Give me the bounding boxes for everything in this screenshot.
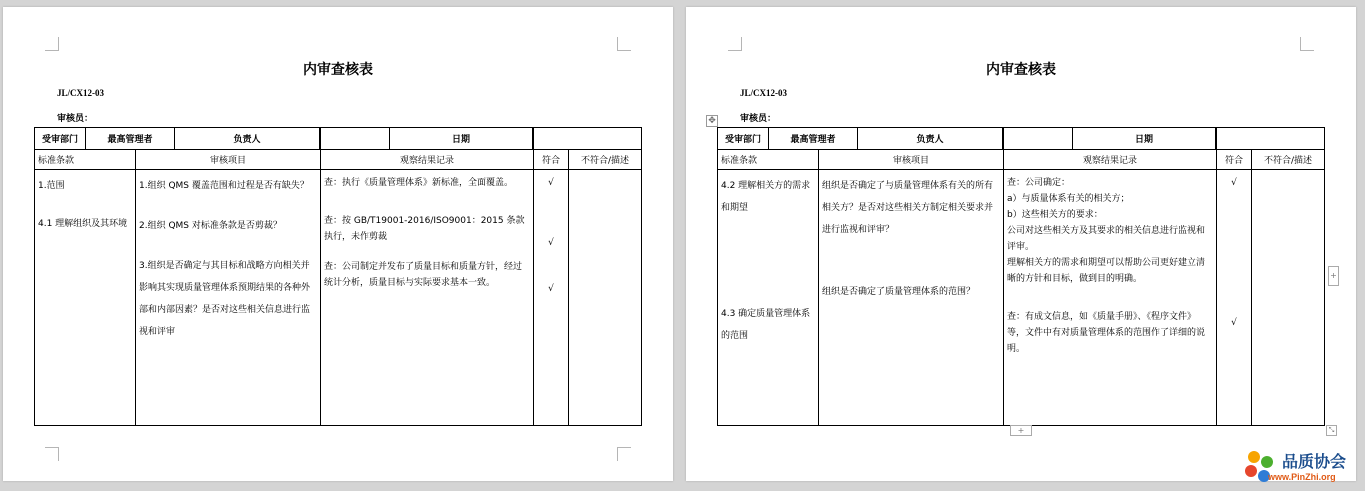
page-title: 内审查核表 — [986, 62, 1056, 78]
item-cell[interactable] — [819, 170, 1004, 426]
audit-table — [34, 127, 642, 426]
header-observation: 观察结果记录 — [1004, 150, 1217, 170]
item-cell[interactable] — [136, 170, 321, 426]
observation-cell[interactable] — [321, 170, 534, 426]
nonconform-cell[interactable] — [1252, 170, 1325, 426]
owner-value[interactable] — [1004, 128, 1073, 149]
nonconform-cell[interactable] — [569, 170, 642, 426]
form-number: JL/CX12-03 — [740, 88, 787, 98]
document-page-2 — [686, 7, 1356, 481]
table-row — [35, 170, 642, 426]
audit-item: 组织是否确定了质量管理体系的范围？ — [822, 287, 976, 297]
owner-value[interactable] — [321, 128, 390, 149]
margin-corner-mark — [1300, 37, 1314, 51]
header-row — [718, 150, 1325, 170]
check-mark: √ — [548, 284, 554, 294]
header-observation: 观察结果记录 — [321, 150, 534, 170]
header-clause: 标准条款 — [35, 150, 136, 170]
date-value[interactable] — [534, 128, 642, 150]
header-item: 审核项目 — [819, 150, 1004, 170]
observation-text: 理解相关方的需求和期望可以帮助公司更好建立清晰的方针和目标，做到目的明确。 — [1007, 258, 1206, 284]
date-label: 日期 — [1073, 128, 1216, 149]
page-title: 内审查核表 — [303, 62, 373, 78]
form-number: JL/CX12-03 — [57, 88, 104, 98]
table-move-handle-icon[interactable]: ✥ — [706, 115, 718, 127]
clause-text: 1.范围 — [38, 181, 65, 191]
observation-text: a）与质量体系有关的相关方； — [1007, 194, 1130, 204]
clause-cell[interactable] — [35, 170, 136, 426]
header-row — [35, 150, 642, 170]
check-mark: √ — [548, 238, 554, 248]
dept-value[interactable]: 最高管理者 — [86, 128, 175, 149]
margin-corner-mark — [45, 37, 59, 51]
dept-label: 受审部门 — [35, 128, 86, 149]
site-watermark — [1240, 447, 1365, 488]
watermark-url: www.PinZhi.org — [1268, 472, 1336, 482]
observation-text: 查：执行《质量管理体系》新标准，全面覆盖。 — [324, 178, 514, 188]
margin-corner-mark — [617, 447, 631, 461]
clause-text: 4.1 理解组织及其环境 — [38, 219, 128, 229]
conform-cell[interactable] — [534, 170, 569, 426]
dept-label: 受审部门 — [718, 128, 769, 149]
audit-item: 3.组织是否确定与其目标和战略方向相关并影响其实现质量管理体系预期结果的各种外部和内部因素？是否对这些相关信息进行监视和评审 — [139, 261, 311, 337]
auditor-label: 审核员： — [740, 114, 777, 124]
add-row-icon[interactable]: + — [1010, 425, 1032, 436]
header-conform: 符合 — [534, 150, 569, 170]
conform-cell[interactable] — [1217, 170, 1252, 426]
observation-cell[interactable] — [1004, 170, 1217, 426]
auditor-label: 审核员： — [57, 114, 94, 124]
audit-item: 1.组织 QMS 覆盖范围和过程是否有缺失？ — [139, 181, 309, 191]
document-page-1 — [3, 7, 673, 481]
observation-text: b）这些相关方的要求： — [1007, 210, 1103, 220]
observation-text: 查：按 GB/T19001-2016/ISO9001：2015 条款执行，未作剪裁 — [324, 216, 525, 242]
clause-cell[interactable] — [718, 170, 819, 426]
header-clause: 标准条款 — [718, 150, 819, 170]
add-column-icon[interactable]: + — [1328, 266, 1339, 286]
audit-item: 2.组织 QMS 对标准条款是否剪裁？ — [139, 221, 282, 231]
check-mark: √ — [1231, 318, 1237, 328]
observation-text: 公司对这些相关方及其要求的相关信息进行监视和评审。 — [1007, 226, 1206, 252]
date-value[interactable] — [1217, 128, 1325, 150]
margin-corner-mark — [617, 37, 631, 51]
table-resize-icon[interactable]: ⤡ — [1326, 425, 1337, 436]
observation-text: 查：公司确定： — [1007, 178, 1071, 188]
margin-corner-mark — [728, 37, 742, 51]
header-item: 审核项目 — [136, 150, 321, 170]
header-nonconform: 不符合/描述 — [1252, 150, 1325, 170]
clause-text: 4.3 确定质量管理体系的范围 — [721, 309, 811, 341]
margin-corner-mark — [45, 447, 59, 461]
observation-text: 查：有成文信息，如《质量手册》、《程序文件》等，文件中有对质量管理体系的范围作了详细的说明。 — [1007, 312, 1206, 354]
audit-table — [717, 127, 1325, 426]
dept-value[interactable]: 最高管理者 — [769, 128, 858, 149]
header-conform: 符合 — [1217, 150, 1252, 170]
table-row — [718, 170, 1325, 426]
check-mark: √ — [548, 178, 554, 188]
info-row — [718, 128, 1325, 150]
observation-text: 查：公司制定并发布了质量目标和质量方针，经过统计分析，质量目标与实际要求基本一致。 — [324, 262, 523, 288]
check-mark: √ — [1231, 178, 1237, 188]
clause-text: 4.2 理解相关方的需求和期望 — [721, 181, 811, 213]
owner-label: 负责人 — [858, 128, 1003, 149]
watermark-title: 品质协会 — [1282, 452, 1347, 471]
date-label: 日期 — [390, 128, 533, 149]
owner-label: 负责人 — [175, 128, 320, 149]
header-nonconform: 不符合/描述 — [569, 150, 642, 170]
info-row — [35, 128, 642, 150]
audit-item: 组织是否确定了与质量管理体系有关的所有相关方？是否对这些相关方制定相关要求并进行监视和评审？ — [822, 181, 994, 235]
